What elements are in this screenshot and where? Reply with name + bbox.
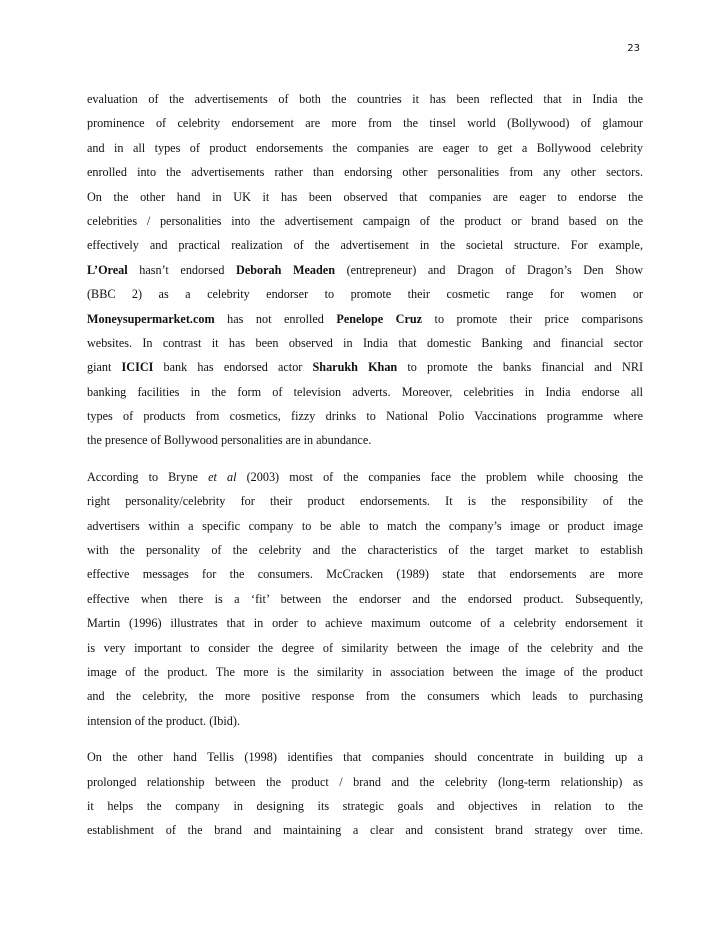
text-line xyxy=(87,282,643,306)
text-run: advertisers within a specific company to be able to match the company’s image or product image xyxy=(87,518,643,533)
italic-term: et al xyxy=(208,469,237,484)
text-run: effectively and practical realization of the advertisement in the societal structure. For example, xyxy=(87,238,643,253)
text-run: On the other hand in UK it has been observed that companies are eager to endorse the xyxy=(87,189,643,204)
text-run: evaluation of the advertisements of both the countries it has been reflected that in India the xyxy=(87,92,643,106)
bold-term: Sharukh Khan xyxy=(312,360,398,375)
text-line xyxy=(87,258,643,282)
text-run: has not enrolled xyxy=(214,311,337,326)
text-run: image of the product. The more is the similarity in association between the image of the product xyxy=(87,664,643,679)
text-line xyxy=(87,233,643,257)
text-line xyxy=(87,380,643,404)
text-run: (entrepreneur) and Dragon of Dragon’s Den Show xyxy=(334,262,643,277)
text-line xyxy=(87,185,643,209)
text-line xyxy=(87,562,643,586)
text-run: On the other hand Tellis (1998) identifies that companies should concentrate in building up a xyxy=(87,750,643,765)
body-text xyxy=(87,87,643,843)
text-line xyxy=(87,428,643,452)
paragraph-1 xyxy=(87,87,643,453)
text-run: giant xyxy=(87,360,122,375)
text-line xyxy=(87,660,643,684)
text-run: celebrities / personalities into the advertisement campaign of the product or brand based on the xyxy=(87,213,643,228)
text-run: types of products from cosmetics, fizzy drinks to National Polio Vaccinations programme where xyxy=(87,409,643,424)
text-line xyxy=(87,307,643,331)
text-line xyxy=(87,538,643,562)
text-run: and in all types of product endorsements the companies are eager to get a Bollywood celebrity xyxy=(87,140,643,155)
text-run: intension of the product. (Ibid). xyxy=(87,713,240,728)
text-line xyxy=(87,136,643,160)
text-run: to promote their price comparisons xyxy=(422,311,643,326)
text-run: enrolled into the advertisements rather than endorsing other personalities from any other sectors. xyxy=(87,165,643,180)
text-line xyxy=(87,111,643,135)
text-run: is very important to consider the degree of similarity between the image of the celebrity and the xyxy=(87,640,643,655)
text-run: hasn’t endorsed xyxy=(127,262,237,277)
text-run: Martin (1996) illustrates that in order to achieve maximum outcome of a celebrity endorsement it xyxy=(87,616,643,631)
text-line xyxy=(87,636,643,660)
text-run: According to Bryne xyxy=(87,469,209,484)
text-run: websites. In contrast it has been observed in India that domestic Banking and financial sector xyxy=(87,335,643,350)
text-line xyxy=(87,794,643,818)
paragraph-2 xyxy=(87,465,643,733)
text-run: with the personality of the celebrity and the characteristics of the target market to establish xyxy=(87,543,643,558)
text-run: bank has endorsed actor xyxy=(153,360,313,375)
text-line xyxy=(87,770,643,794)
text-run: prolonged relationship between the product / brand and the celebrity (long-term relationship) as xyxy=(87,774,643,789)
text-line xyxy=(87,209,643,233)
paragraph-gap xyxy=(87,453,643,465)
text-run: banking facilities in the form of television adverts. Moreover, celebrities in India endorse all xyxy=(87,384,643,399)
text-run: establishment of the brand and maintaining a clear and consistent brand strategy over time. xyxy=(87,823,643,838)
text-run: and the celebrity, the more positive response from the consumers which leads to purchasing xyxy=(87,689,643,704)
text-line xyxy=(87,587,643,611)
text-run: to promote the banks financial and NRI xyxy=(397,360,644,375)
text-run: right personality/celebrity for their product endorsements. It is the responsibility of the xyxy=(87,494,643,509)
text-line xyxy=(87,684,643,708)
bold-term: L’Oreal xyxy=(87,262,128,277)
text-run: prominence of celebrity endorsement are more from the tinsel world (Bollywood) of glamour xyxy=(87,116,643,131)
paragraph-3 xyxy=(87,745,643,843)
text-run: effective messages for the consumers. McCracken (1989) state that endorsements are more xyxy=(87,567,643,582)
text-line xyxy=(87,514,643,538)
text-line xyxy=(87,745,643,769)
text-run: the presence of Bollywood personalities are in abundance. xyxy=(87,433,372,448)
bold-term: Moneysupermarket.com xyxy=(87,311,215,326)
text-line xyxy=(87,489,643,513)
bold-term: ICICI xyxy=(121,360,154,375)
bold-term: Penelope Cruz xyxy=(336,311,423,326)
bold-term: Deborah Meaden xyxy=(236,262,335,277)
text-line xyxy=(87,87,643,111)
text-line xyxy=(87,331,643,355)
text-run: (BBC 2) as a celebrity endorser to promote their cosmetic range for women or xyxy=(87,287,643,302)
text-line xyxy=(87,355,643,379)
text-line xyxy=(87,160,643,184)
text-line xyxy=(87,818,643,842)
text-line xyxy=(87,611,643,635)
text-run: effective when there is a ‘fit’ between the endorser and the endorsed product. Subsequently, xyxy=(87,591,643,606)
text-line xyxy=(87,709,643,733)
text-line xyxy=(87,465,643,489)
paragraph-gap xyxy=(87,733,643,745)
text-run: (2003) most of the companies face the problem while choosing the xyxy=(236,469,643,484)
text-run: it helps the company in designing its strategic goals and objectives in relation to the xyxy=(87,798,643,813)
page-number: 23 xyxy=(627,43,640,54)
text-line xyxy=(87,404,643,428)
